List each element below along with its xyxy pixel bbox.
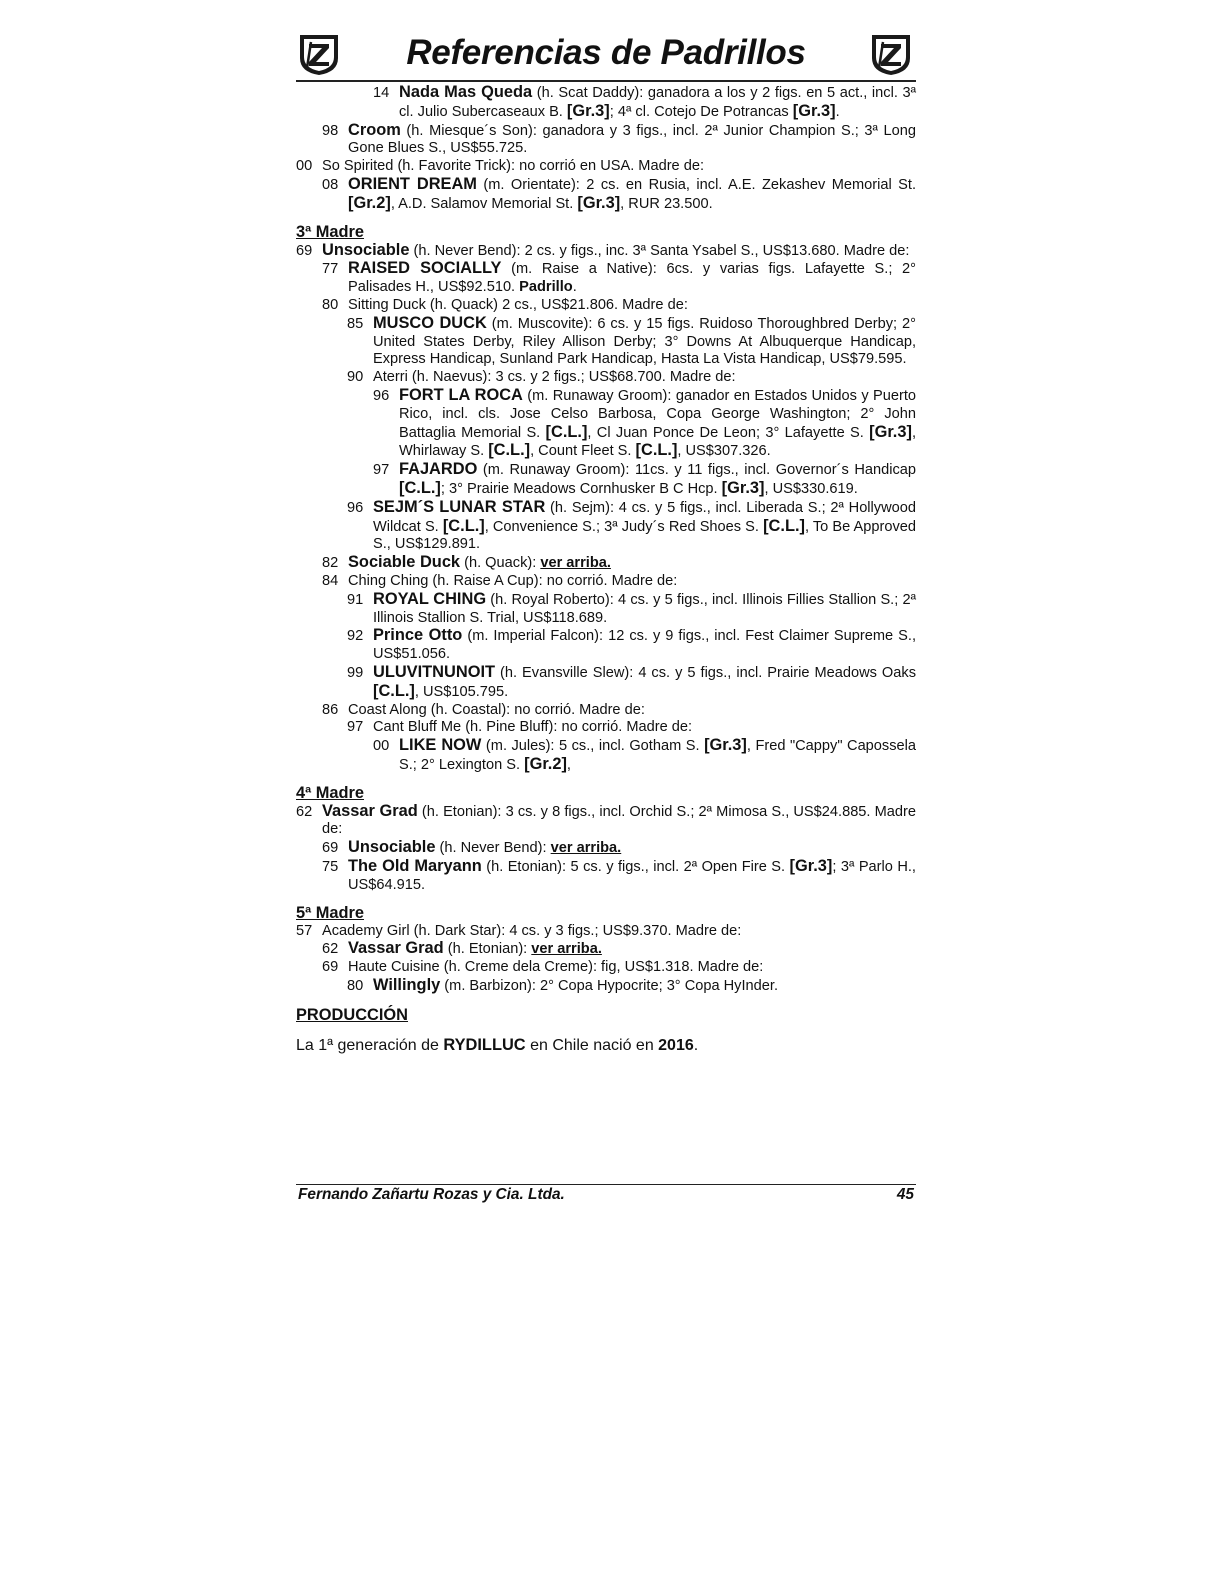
pedigree-entry (296, 839, 916, 858)
pedigree-entry (296, 499, 916, 554)
page-number: 45 (896, 1186, 914, 1203)
race-grade: [Gr.3] (869, 422, 912, 441)
race-grade: [C.L.] (488, 441, 531, 460)
entry-text: (h. Quack): (460, 555, 541, 572)
race-grade: [Gr.3] (566, 101, 610, 120)
entry-text: , US$330.619. (764, 480, 858, 497)
horse-name: Nada Mas Queda (399, 83, 533, 101)
pedigree-entry (296, 591, 916, 628)
horse-name: MUSCO DUCK (373, 313, 487, 332)
entry-text: So Spirited (h. Favorite Trick): no corrió en USA. Madre de: (322, 158, 705, 175)
birth-year: 97 (347, 719, 364, 736)
horse-name: ULUVITNUNOIT (373, 662, 496, 681)
pedigree-entry (296, 923, 916, 941)
entry-text: . (572, 279, 577, 296)
horse-name: Sociable Duck (348, 553, 461, 572)
entry-text: (m. Orientate): 2 cs. en Rusia, incl. A.E. Zekashev Memorial St. (476, 176, 917, 193)
horse-name: Vassar Grad (322, 801, 418, 820)
see-above-note: ver arriba. (550, 840, 622, 857)
pedigree-entry (296, 858, 916, 895)
entry-text: , (566, 756, 571, 773)
entry-text: , US$105.795. (414, 683, 509, 700)
entry-text: (h. Royal Roberto): 4 cs. y 5 figs., incl. Illinois Fillies Stallion S.; 2ª Illinois Stallion S. Trial, US$118.689. (373, 591, 916, 626)
birth-year: 84 (322, 572, 339, 589)
birth-year: 86 (322, 701, 339, 718)
page-title: Referencias de Padrillos (406, 33, 806, 72)
race-grade: [C.L.] (763, 516, 805, 535)
entry-text: Coast Along (h. Coastal): no corrió. Madre de: (348, 701, 645, 718)
birth-year: 69 (322, 959, 339, 976)
horse-name: Vassar Grad (348, 939, 444, 958)
pedigree-entry (296, 461, 916, 499)
pedigree-entry (296, 664, 916, 702)
pedigree-entry (296, 242, 916, 261)
birth-year: 80 (347, 978, 364, 995)
horse-name: FAJARDO (399, 460, 478, 479)
horse-name: Prince Otto (373, 626, 463, 645)
race-grade: [C.L.] (635, 441, 678, 460)
see-above-note: ver arriba. (531, 941, 602, 958)
footer-company: Fernando Zañartu Rozas y Cia. Ltda. (298, 1186, 565, 1203)
section-heading: 3ª Madre (296, 222, 365, 241)
birth-year: 99 (347, 664, 364, 681)
pedigree-entry (296, 297, 916, 315)
birth-year: 57 (296, 922, 313, 939)
entry-text: , To Be Approved S., US$129.891. (373, 518, 917, 553)
horse-name: RAISED SOCIALLY (348, 259, 502, 278)
page-header (296, 30, 916, 82)
birth-year: 69 (296, 242, 313, 259)
birth-year: 77 (322, 261, 339, 278)
birth-year: 96 (347, 499, 364, 516)
entry-text: . (835, 103, 840, 120)
birth-year: 00 (373, 738, 390, 755)
horse-name: Unsociable (322, 240, 410, 259)
entry-text: (h. Never Bend): (435, 840, 551, 857)
horse-name: Willingly (373, 976, 441, 995)
horse-name: Croom (348, 120, 401, 139)
pedigree-entry (296, 176, 916, 214)
stud-logo-icon (870, 32, 912, 76)
pedigree-entry (296, 122, 916, 159)
race-grade: [Gr.2] (348, 193, 391, 212)
birth-year: 08 (322, 176, 339, 193)
pedigree-entry (296, 158, 916, 176)
birth-year: 75 (322, 859, 339, 876)
entry-text: Haute Cuisine (h. Creme dela Creme): fig, US$1.318. Madre de: (348, 959, 764, 976)
entry-text: (h. Etonian): 5 cs. y figs., incl. 2ª Open Fire S. (481, 859, 790, 876)
entry-text: , Cl Juan Ponce De Leon; 3° Lafayette S. (587, 424, 870, 441)
pedigree-entry (296, 719, 916, 737)
race-grade: [C.L.] (442, 516, 485, 535)
page-footer (296, 1184, 916, 1207)
horse-name: ROYAL CHING (373, 589, 487, 608)
entry-text: (h. Scat Daddy): ganadora a los y 2 figs. en 5 act., incl. 3ª cl. Julio Subercaseaux B. (399, 85, 917, 120)
first-generation-year: 2016 (658, 1036, 694, 1054)
horse-name: Unsociable (348, 838, 436, 857)
pedigree-entry (296, 940, 916, 959)
birth-year: 97 (373, 462, 390, 479)
see-above-note: ver arriba. (540, 555, 611, 572)
entry-text: (h. Sejm): 4 cs. y 5 figs., incl. Liberada S.; 2ª Hollywood Wildcat S. (373, 499, 916, 535)
entry-text: (m. Barbizon): 2° Copa Hypocrite; 3° Copa HyInder. (440, 978, 778, 995)
stud-logo-icon (298, 32, 340, 76)
entry-text: (h. Miesque´s Son): ganadora y 3 figs., incl. 2ª Junior Champion S.; 3ª Long Gone Blues S., US$55.725. (348, 122, 916, 157)
pedigree-entry (296, 573, 916, 591)
entry-text: ; 3° Prairie Meadows Cornhusker B C Hcp. (440, 480, 722, 497)
birth-year: 85 (347, 315, 364, 332)
race-grade: [C.L.] (373, 681, 415, 700)
pedigree-entry (296, 627, 916, 664)
race-grade: [Gr.3] (721, 478, 765, 497)
page (296, 30, 916, 1055)
entry-text: (m. Imperial Falcon): 12 cs. y 9 figs., incl. Fest Claimer Supreme S., US$51.056. (373, 628, 917, 663)
pedigree-entry (296, 387, 916, 461)
entry-text: (m. Runaway Groom): ganador en Estados Unidos y Puerto Rico, incl. cls. Jose Celso Barbosa, Copa George Washington; 2° John Battaglia Memorial S. (399, 387, 916, 441)
race-grade: [C.L.] (545, 422, 588, 441)
birth-year: 82 (322, 555, 339, 572)
pedigree-entry (296, 977, 916, 996)
entry-text: , RUR 23.500. (620, 195, 713, 212)
birth-year: 92 (347, 628, 364, 645)
horse-name: FORT LA ROCA (399, 385, 523, 404)
entry-text: Sitting Duck (h. Quack) 2 cs., US$21.806. Madre de: (348, 296, 688, 313)
pedigree-list (296, 84, 916, 996)
horse-name: ORIENT DREAM (348, 174, 477, 193)
race-grade: [Gr.3] (789, 857, 833, 876)
pedigree-entry (296, 84, 916, 122)
pedigree-entry (296, 554, 916, 573)
race-grade: [Gr.3] (577, 193, 621, 212)
race-grade: [Gr.3] (792, 101, 836, 120)
entry-text: Academy Girl (h. Dark Star): 4 cs. y 3 figs.; US$9.370. Madre de: (322, 922, 742, 939)
race-grade: [Gr.2] (524, 754, 567, 773)
entry-text: (h. Never Bend): 2 cs. y figs., inc. 3ª Santa Ysabel S., US$13.680. Madre de: (409, 242, 910, 259)
birth-year: 90 (347, 369, 364, 386)
horse-name: LIKE NOW (399, 736, 482, 755)
entry-text: , US$307.326. (677, 443, 771, 460)
birth-year: 91 (347, 591, 364, 608)
entry-text: (m. Jules): 5 cs., incl. Gotham S. (481, 738, 705, 755)
entry-text: (m. Runaway Groom): 11cs. y 11 figs., incl. Governor´s Handicap (477, 462, 916, 479)
pedigree-entry (296, 369, 916, 387)
stallion-name: RYDILLUC (443, 1035, 526, 1054)
pedigree-entry (296, 315, 916, 369)
production-heading: PRODUCCIÓN (296, 1005, 409, 1024)
pedigree-entry (296, 737, 916, 775)
horse-name: The Old Maryann (348, 857, 482, 876)
race-grade: [C.L.] (399, 478, 441, 497)
pedigree-entry (296, 803, 916, 840)
horse-name: SEJM´S LUNAR STAR (373, 497, 546, 516)
entry-text: , Fred "Cappy" Capossela S.; 2° Lexington S. (399, 738, 916, 773)
entry-text: Cant Bluff Me (h. Pine Bluff): no corrió. Madre de: (373, 719, 693, 736)
birth-year: 98 (322, 122, 339, 139)
birth-year: 62 (296, 803, 313, 820)
birth-year: 62 (322, 941, 339, 958)
birth-year: 14 (373, 85, 390, 101)
birth-year: 00 (296, 158, 313, 175)
entry-text: ; 3ª Parlo H., US$64.915. (348, 859, 916, 893)
pedigree-entry (296, 702, 916, 720)
entry-text: (h. Etonian): (443, 941, 532, 958)
emphasis-text: Padrillo (519, 279, 573, 296)
entry-text: , A.D. Salamov Memorial St. (390, 195, 578, 212)
entry-text: Aterri (h. Naevus): 3 cs. y 2 figs.; US$68.700. Madre de: (373, 369, 736, 386)
race-grade: [Gr.3] (704, 736, 747, 755)
entry-text: (h. Etonian): 3 cs. y 8 figs., incl. Orchid S.; 2ª Mimosa S., US$24.885. Madre de: (322, 803, 916, 838)
entry-text: , Convenience S.; 3ª Judy´s Red Shoes S. (484, 518, 764, 535)
entry-text: Ching Ching (h. Raise A Cup): no corrió. Madre de: (348, 572, 678, 589)
entry-text: (m. Muscovite): 6 cs. y 15 figs. Ruidoso Thoroughbred Derby; 2° United States Derby, Riley Allison Derby; 3° Downs At Albuquerque Handicap, Express Handicap, Sunland Park Handicap, Hasta La Vista Handicap, US$79.595. (373, 315, 916, 368)
entry-text: ; 4ª cl. Cotejo De Potrancas (609, 103, 793, 120)
section-heading: 4ª Madre (296, 783, 365, 802)
section-heading: 5ª Madre (296, 903, 365, 922)
entry-text: (h. Evansville Slew): 4 cs. y 5 figs., incl. Prairie Meadows Oaks (495, 664, 916, 681)
entry-text: (m. Raise a Native): 6cs. y varias figs. Lafayette S.; 2° Palisades H., US$92.510. (348, 261, 916, 296)
pedigree-entry (296, 959, 916, 977)
birth-year: 96 (373, 387, 390, 404)
birth-year: 69 (322, 840, 339, 857)
production-text: La 1ª generación de RYDILLUC en Chile nació en 2016. (296, 1035, 699, 1054)
entry-text: , Count Fleet S. (530, 443, 636, 460)
pedigree-entry (296, 260, 916, 297)
entry-text: , Whirlaway S. (399, 424, 916, 460)
birth-year: 80 (322, 296, 339, 313)
